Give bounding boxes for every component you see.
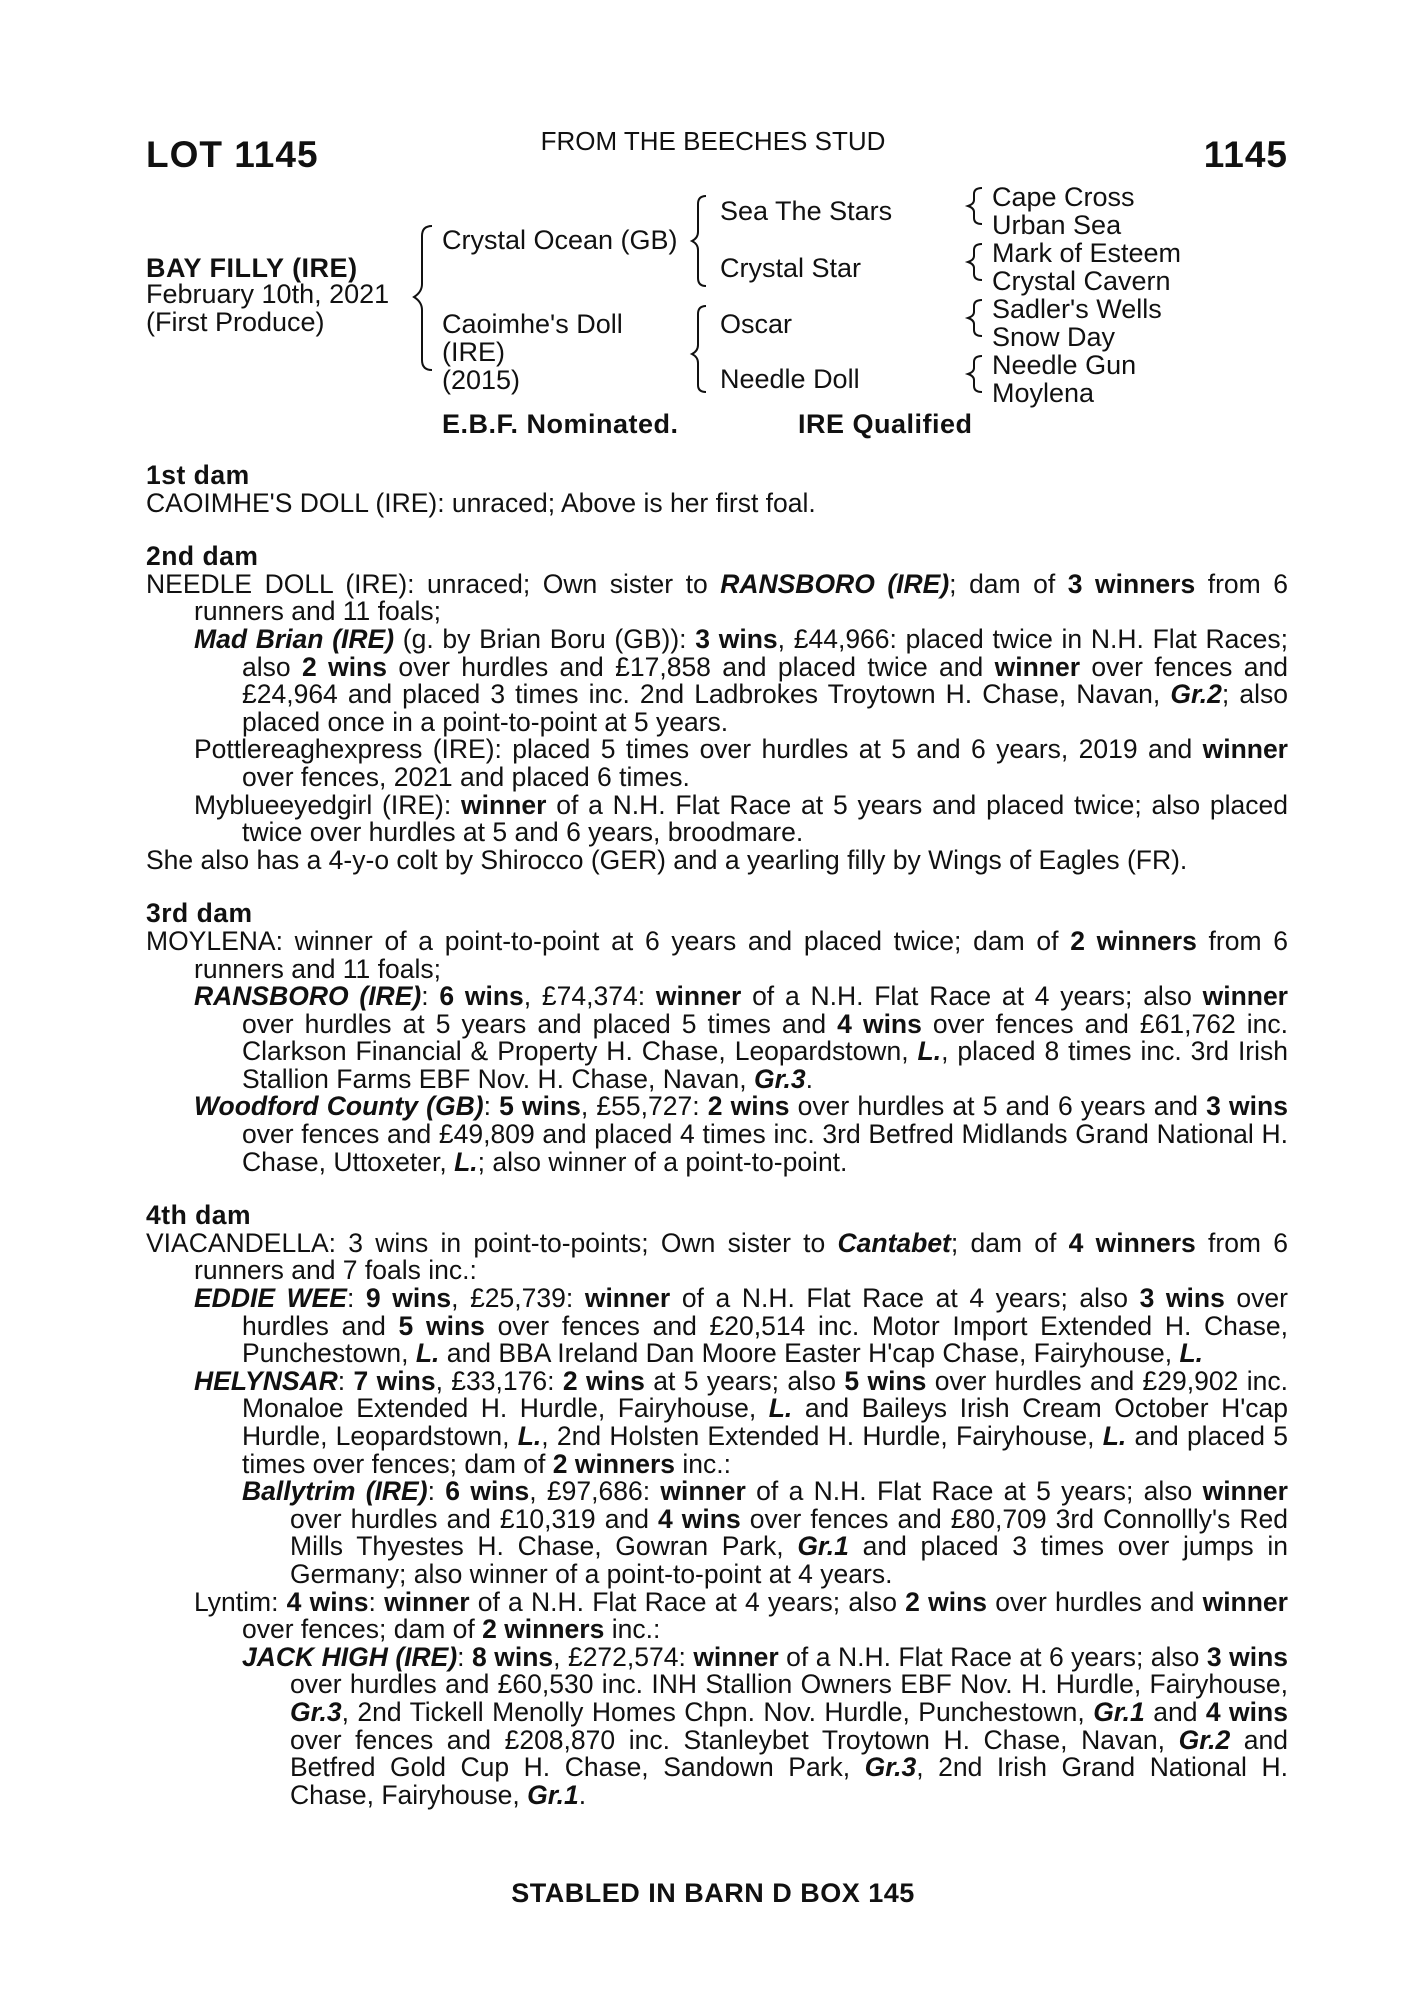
horse-highlight: Cantabet bbox=[837, 1227, 951, 1258]
horse-highlight: L. bbox=[454, 1146, 478, 1177]
pedigree-dam-year: (2015) bbox=[442, 365, 521, 395]
horse-highlight: Gr.1 bbox=[797, 1531, 849, 1562]
text-run: over fences and £49,809 and placed 4 times inc. 3rd Betfred Midlands Grand National H. Chase, Uttoxeter, bbox=[242, 1119, 1288, 1177]
section-title: 2nd dam bbox=[146, 541, 259, 572]
pedigree-dam-country: (IRE) bbox=[442, 337, 505, 367]
text-run: , 2nd Holsten Extended H. Hurdle, Fairyhouse, bbox=[541, 1421, 1103, 1451]
family-paragraph bbox=[146, 1093, 1288, 1176]
text-run: and placed 5 times over fences; dam of bbox=[242, 1421, 1288, 1479]
text-run: over fences; dam of bbox=[242, 1614, 483, 1645]
pedigree-ssd: Urban Sea bbox=[992, 210, 1122, 240]
bold-text: 2 wins bbox=[301, 651, 387, 682]
family-details bbox=[146, 462, 1288, 1809]
horse-highlight: L. bbox=[768, 1393, 793, 1424]
bold-text: 2 winners bbox=[552, 1448, 676, 1479]
ebf-note: E.B.F. Nominated. bbox=[442, 409, 679, 439]
bold-text: 2 winners bbox=[482, 1614, 605, 1645]
horse-highlight: HELYNSAR bbox=[194, 1365, 338, 1396]
horse-highlight: Gr.2 bbox=[1178, 1724, 1231, 1755]
bold-text: 6 wins bbox=[439, 981, 524, 1012]
text-run: , £25,739: bbox=[451, 1283, 585, 1314]
pedigree-dsd: Snow Day bbox=[992, 322, 1116, 352]
pedigree-sds: Mark of Esteem bbox=[992, 238, 1182, 268]
horse-highlight: Gr.3 bbox=[754, 1063, 806, 1094]
text-run: over fences and £61,762 inc. Clarkson Financial & Property H. Chase, Leopardstown, bbox=[242, 1008, 1288, 1067]
text-run: over hurdles at 5 years and placed 5 times and bbox=[242, 1008, 838, 1039]
text-run: at 5 years; also bbox=[644, 1365, 845, 1396]
bold-text: 3 wins bbox=[1139, 1283, 1225, 1314]
horse-highlight: Woodford County (GB) bbox=[194, 1091, 484, 1122]
bold-text: winner bbox=[584, 1283, 671, 1314]
bold-text: winner bbox=[655, 981, 742, 1012]
text-run: of a N.H. Flat Race at 4 years; also bbox=[741, 981, 1203, 1012]
bold-text: winner bbox=[1202, 734, 1288, 765]
text-run: over fences and £24,964 and placed 3 times inc. 2nd Ladbrokes Troytown H. Chase, Navan, bbox=[242, 651, 1288, 710]
text-run: Myblueeyedgirl (IRE): bbox=[194, 789, 462, 820]
family-paragraph bbox=[146, 789, 1289, 848]
horse-highlight: L. bbox=[1102, 1421, 1127, 1451]
family-paragraph bbox=[146, 1478, 1288, 1588]
text-run: of a N.H. Flat Race at 6 years; also bbox=[778, 1641, 1207, 1672]
horse-highlight: EDDIE WEE bbox=[194, 1283, 347, 1314]
bold-text: 2 wins bbox=[905, 1586, 988, 1617]
text-run: , 2nd Irish Grand National H. Chase, Fairyhouse, bbox=[290, 1752, 1288, 1810]
bold-text: winner bbox=[994, 651, 1081, 682]
horse-highlight: Gr.3 bbox=[290, 1696, 342, 1727]
bold-text: 9 wins bbox=[365, 1283, 452, 1314]
bold-text: 4 wins bbox=[286, 1586, 369, 1617]
text-run: over fences and £20,514 inc. Motor Import Extended H. Chase, Punchestown, bbox=[242, 1310, 1288, 1369]
bold-text: 8 wins bbox=[472, 1641, 554, 1672]
brace-sire bbox=[692, 196, 706, 286]
bold-text: winner bbox=[693, 1641, 779, 1672]
pedigree-dss: Sadler's Wells bbox=[992, 294, 1162, 324]
bold-text: 6 wins bbox=[445, 1476, 530, 1507]
horse-highlight: Ballytrim (IRE) bbox=[242, 1476, 428, 1507]
family-paragraph bbox=[146, 925, 1289, 984]
pedigree-dam: Caoimhe's Doll bbox=[442, 309, 623, 339]
text-run: and placed 3 times over jumps in Germany; also winner of a point-to-point at 4 years. bbox=[290, 1531, 1288, 1589]
bold-text: 5 wins bbox=[499, 1091, 581, 1122]
family-paragraph bbox=[146, 736, 1288, 791]
horse-highlight: RANSBORO (IRE) bbox=[194, 981, 422, 1012]
bold-text: winner bbox=[660, 1476, 746, 1507]
pedigree-dds: Needle Gun bbox=[992, 350, 1137, 380]
horse-highlight: RANSBORO (IRE) bbox=[720, 568, 950, 599]
text-run: and Betfred Gold Cup H. Chase, Sandown Park, bbox=[290, 1724, 1289, 1783]
pedigree-braces bbox=[0, 0, 1426, 420]
pedigree-dam-dam: Needle Doll bbox=[720, 364, 860, 394]
pedigree-sss: Cape Cross bbox=[992, 182, 1135, 212]
brace-ss bbox=[968, 188, 982, 224]
bold-text: 5 wins bbox=[844, 1365, 927, 1396]
text-run: She also has a 4-y-o colt by Shirocco (GER) and a yearling filly by Wings of Eagles (FR). bbox=[146, 844, 1188, 875]
text-run: , £272,574: bbox=[553, 1641, 694, 1672]
pedigree-sire-dam: Crystal Star bbox=[720, 253, 862, 283]
text-run: : bbox=[421, 981, 440, 1012]
bold-text: 3 winners bbox=[1067, 568, 1196, 599]
horse-highlight: Gr.3 bbox=[864, 1752, 917, 1783]
horse-highlight: L. bbox=[1179, 1338, 1204, 1369]
family-paragraph bbox=[146, 1641, 1289, 1810]
text-run: over fences, 2021 and placed 6 times. bbox=[242, 761, 690, 792]
horse-highlight: JACK HIGH (IRE) bbox=[242, 1641, 458, 1672]
horse-highlight: Gr.1 bbox=[1093, 1696, 1145, 1727]
family-paragraph bbox=[146, 1365, 1288, 1479]
text-run: of a N.H. Flat Race at 4 years; also bbox=[670, 1283, 1140, 1314]
bold-text: 4 wins bbox=[837, 1008, 922, 1039]
text-run: NEEDLE DOLL (IRE): unraced; Own sister to bbox=[146, 568, 721, 599]
text-run: over hurdles and £17,858 and placed twice and bbox=[387, 651, 995, 682]
text-run: , £44,966: placed twice in N.H. Flat Races; also bbox=[242, 623, 1289, 682]
horse-highlight: Mad Brian (IRE) bbox=[194, 623, 395, 654]
family-paragraph bbox=[146, 983, 1288, 1093]
text-run: over hurdles and bbox=[242, 1283, 1288, 1341]
lot-label: LOT 1145 bbox=[146, 134, 319, 175]
text-run: over hurdles and £60,530 inc. INH Stallion Owners EBF Nov. H. Hurdle, Fairyhouse, bbox=[290, 1669, 1288, 1700]
bold-text: 4 wins bbox=[1205, 1696, 1288, 1727]
stabling-note: STABLED IN BARN D BOX 145 bbox=[511, 1878, 915, 1908]
pedigree-sire: Crystal Ocean (GB) bbox=[442, 225, 678, 255]
text-run: : bbox=[457, 1641, 473, 1672]
bold-text: 2 wins bbox=[707, 1091, 790, 1122]
text-run: MOYLENA: winner of a point-to-point at 6 years and placed twice; dam of bbox=[146, 925, 1071, 956]
bold-text: 3 wins bbox=[1206, 1091, 1288, 1122]
bold-text: 3 wins bbox=[1206, 1641, 1288, 1672]
text-run: from 6 runners and 7 foals inc.: bbox=[194, 1227, 1288, 1286]
text-run: , placed 8 times inc. 3rd Irish Stallion Farms EBF Nov. H. Chase, Navan, bbox=[242, 1036, 1289, 1094]
text-run: from 6 runners and 11 foals; bbox=[194, 925, 1289, 984]
text-run: : bbox=[346, 1283, 366, 1314]
text-run: : bbox=[368, 1586, 385, 1617]
bold-text: winner bbox=[1202, 981, 1288, 1012]
consignor: FROM THE BEECHES STUD bbox=[540, 126, 886, 156]
horse-highlight: L. bbox=[917, 1036, 942, 1067]
family-paragraph bbox=[146, 487, 1288, 518]
text-run: . bbox=[578, 1779, 587, 1810]
text-run: and BBA Ireland Dan Moore Easter H'cap Chase, Fairyhouse, bbox=[439, 1338, 1180, 1369]
text-run: , £97,686: bbox=[529, 1476, 661, 1507]
bold-text: winner bbox=[1202, 1476, 1288, 1507]
family-paragraph bbox=[146, 844, 1288, 875]
family-paragraph bbox=[146, 623, 1289, 737]
text-run: . bbox=[805, 1063, 813, 1094]
text-run: and Baileys Irish Cream October H'cap Hurdle, Leopardstown, bbox=[242, 1393, 1288, 1451]
text-run: : bbox=[337, 1365, 354, 1396]
horse-name: BAY FILLY (IRE) bbox=[146, 253, 358, 283]
bold-text: 5 wins bbox=[398, 1310, 485, 1341]
pedigree-sire-sire: Sea The Stars bbox=[720, 196, 893, 226]
text-run: , £74,374: bbox=[523, 981, 656, 1012]
text-run: inc.: bbox=[604, 1614, 661, 1645]
section-title: 1st dam bbox=[146, 460, 250, 490]
text-run: over fences and £80,709 3rd Connollly's Red Mills Thyestes H. Chase, Gowran Park, bbox=[290, 1503, 1288, 1562]
bold-text: 4 winners bbox=[1068, 1227, 1196, 1258]
family-paragraph bbox=[146, 568, 1289, 627]
bold-text: winner bbox=[1202, 1586, 1288, 1617]
lot-number: 1145 bbox=[1203, 134, 1288, 175]
text-run: of a N.H. Flat Race at 4 years; also bbox=[469, 1586, 906, 1617]
section-title: 4th dam bbox=[146, 1200, 252, 1231]
pedigree-ddd: Moylena bbox=[992, 378, 1095, 408]
text-run: ; dam of bbox=[950, 1227, 1069, 1258]
text-run: , £55,727: bbox=[580, 1091, 708, 1122]
text-run: over hurdles and £29,902 inc. Monaloe Extended H. Hurdle, Fairyhouse, bbox=[242, 1365, 1288, 1424]
bold-text: winner bbox=[461, 789, 547, 820]
ire-note: IRE Qualified bbox=[798, 409, 973, 439]
family-paragraph bbox=[146, 1285, 1288, 1368]
produce-note: (First Produce) bbox=[146, 307, 325, 337]
text-run: : bbox=[427, 1476, 446, 1507]
pedigree-dam-sire: Oscar bbox=[720, 309, 793, 339]
horse-highlight: Gr.2 bbox=[1170, 679, 1222, 710]
bold-text: 2 wins bbox=[562, 1365, 645, 1396]
text-run: ; also winner of a point-to-point. bbox=[477, 1146, 848, 1177]
text-run: Pottlereaghexpress (IRE): placed 5 times over hurdles at 5 and 6 years, 2019 and bbox=[194, 734, 1203, 765]
horse-highlight: L. bbox=[415, 1338, 440, 1369]
text-run: CAOIMHE'S DOLL (IRE): unraced; Above is her first foal. bbox=[146, 487, 816, 518]
brace-gen1 bbox=[414, 226, 432, 370]
text-run: Lyntim: bbox=[194, 1586, 287, 1617]
text-run: over fences and £208,870 inc. Stanleybet Troytown H. Chase, Navan, bbox=[290, 1724, 1179, 1755]
foaling-date: February 10th, 2021 bbox=[146, 279, 390, 309]
text-run: VIACANDELLA: 3 wins in point-to-points; Own sister to bbox=[146, 1227, 838, 1258]
brace-dd bbox=[968, 356, 982, 392]
brace-sd bbox=[968, 244, 982, 280]
text-run: , 2nd Tickell Menolly Homes Chpn. Nov. Hurdle, Punchestown, bbox=[341, 1696, 1094, 1727]
text-run: from 6 runners and 11 foals; bbox=[194, 568, 1289, 627]
horse-highlight: Gr.1 bbox=[527, 1779, 579, 1810]
bold-text: 3 wins bbox=[695, 623, 778, 654]
text-run: over hurdles and £10,319 and bbox=[290, 1503, 658, 1534]
text-run: of a N.H. Flat Race at 5 years and placed twice; also placed twice over hurdles at 5 and 6 years, broodmare. bbox=[242, 789, 1289, 848]
text-run: over hurdles and bbox=[987, 1586, 1203, 1617]
brace-dam bbox=[692, 306, 706, 392]
text-run: ; dam of bbox=[949, 568, 1068, 599]
section-title: 3rd dam bbox=[146, 898, 253, 929]
text-run: , £33,176: bbox=[435, 1365, 563, 1396]
brace-ds bbox=[968, 300, 982, 336]
horse-highlight: L. bbox=[517, 1421, 542, 1451]
pedigree-sdd: Crystal Cavern bbox=[992, 266, 1171, 296]
family-paragraph bbox=[146, 1227, 1288, 1286]
bold-text: 7 wins bbox=[353, 1365, 436, 1396]
text-run: and bbox=[1144, 1696, 1206, 1727]
family-paragraph bbox=[146, 1586, 1288, 1645]
text-run: inc.: bbox=[675, 1448, 731, 1479]
text-run: of a N.H. Flat Race at 5 years; also bbox=[745, 1476, 1203, 1507]
bold-text: 2 winners bbox=[1070, 925, 1197, 956]
text-run: ; also placed once in a point-to-point at 5 years. bbox=[242, 679, 1288, 737]
text-run: : bbox=[483, 1091, 500, 1122]
text-run: (g. by Brian Boru (GB)): bbox=[394, 623, 696, 654]
text-run: over hurdles at 5 and 6 years and bbox=[789, 1091, 1207, 1122]
bold-text: 4 wins bbox=[658, 1503, 741, 1534]
bold-text: winner bbox=[384, 1586, 470, 1617]
